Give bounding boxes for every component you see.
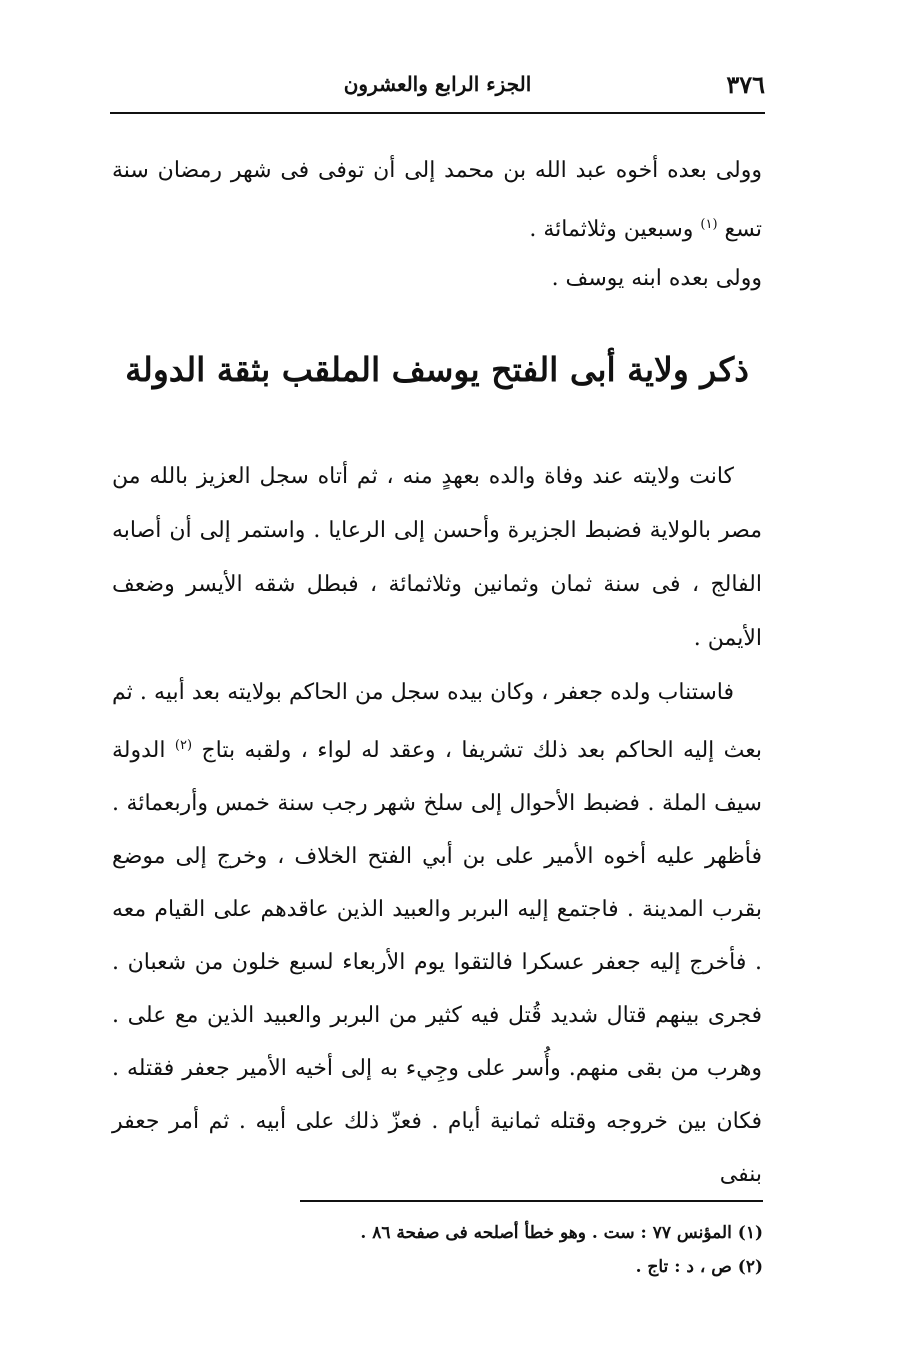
page-header (110, 68, 765, 108)
footnote-divider (300, 1200, 763, 1202)
footnote-ref-1: (١) (700, 217, 718, 232)
section-heading: ذكر ولاية أبى الفتح يوسف الملقب بثقة الدولة (125, 350, 749, 389)
running-title: الجزء الرابع والعشرون (343, 72, 532, 96)
footnote-2: (٢) ص ، د : تاج . (635, 1257, 763, 1277)
footnote-ref-2: (٢) (174, 738, 193, 753)
header-divider (110, 112, 765, 114)
paragraph-1-end: وسبعين وثلاثمائة . (529, 217, 694, 242)
paragraph-1 (112, 144, 762, 257)
paragraph-4 (112, 666, 762, 1201)
footnotes (300, 1216, 763, 1284)
paragraph-4-text-b: الدولة سيف الملة . فضبط الأحوال إلى سلخ شهر رجب سنة خمس وأربعمائة . فأظهر عليه أخوه الأمير على بن أبي الفتح الخلاف ، وخرج إلى موضع بقرب المدينة . فاجتمع إليه البربر والعبيد الذين عاقدهم على القيام معه . فأخرج إليه جعفر عسكرا فالتقوا يوم الأربعاء لسبع خلون من شعبان . فجرى بينهم قتال شديد قُتل فيه كثير من البربر والعبيد الذين مع على . وهرب من بقى منهم. وأُسر على وجِيء به إلى أخيه الأمير جعفر فقتله . فكان بين خروجه وقتله ثمانية أيام . فعزّ ذلك على أبيه . ثم أمر جعفر بنفى (112, 738, 762, 1187)
footnote-1: (١) المؤنس ٧٧ : ست . وهو خطأ أصلحه فى صفحة ٨٦ . (360, 1223, 763, 1243)
page-number: ٣٧٦ (726, 70, 765, 99)
paragraph-3: كانت ولايته عند وفاة والده بعهدٍ منه ، ثم أتاه سجل العزيز بالله من مصر بالولاية فضبط الجزيرة وأحسن إلى الرعايا . واستمر إلى أن أصابه الفالج ، فى سنة ثمان وثمانين وثلاثمائة ، فبطل شقه الأيسر وضعف الأيمن . (112, 464, 762, 651)
paragraph-1-text: وولى بعده أخوه عبد الله بن محمد إلى أن توفى فى شهر رمضان سنة تسع (112, 158, 763, 242)
paragraph-2: وولى بعده ابنه يوسف . (551, 266, 762, 291)
paragraph-4-text-a: فاستناب ولده جعفر ، وكان بيده سجل من الحاكم بولايته بعد أبيه . ثم بعث إليه الحاكم بعد ذلك تشريفا ، وعقد له لواء ، ولقبه بتاج (112, 680, 763, 763)
